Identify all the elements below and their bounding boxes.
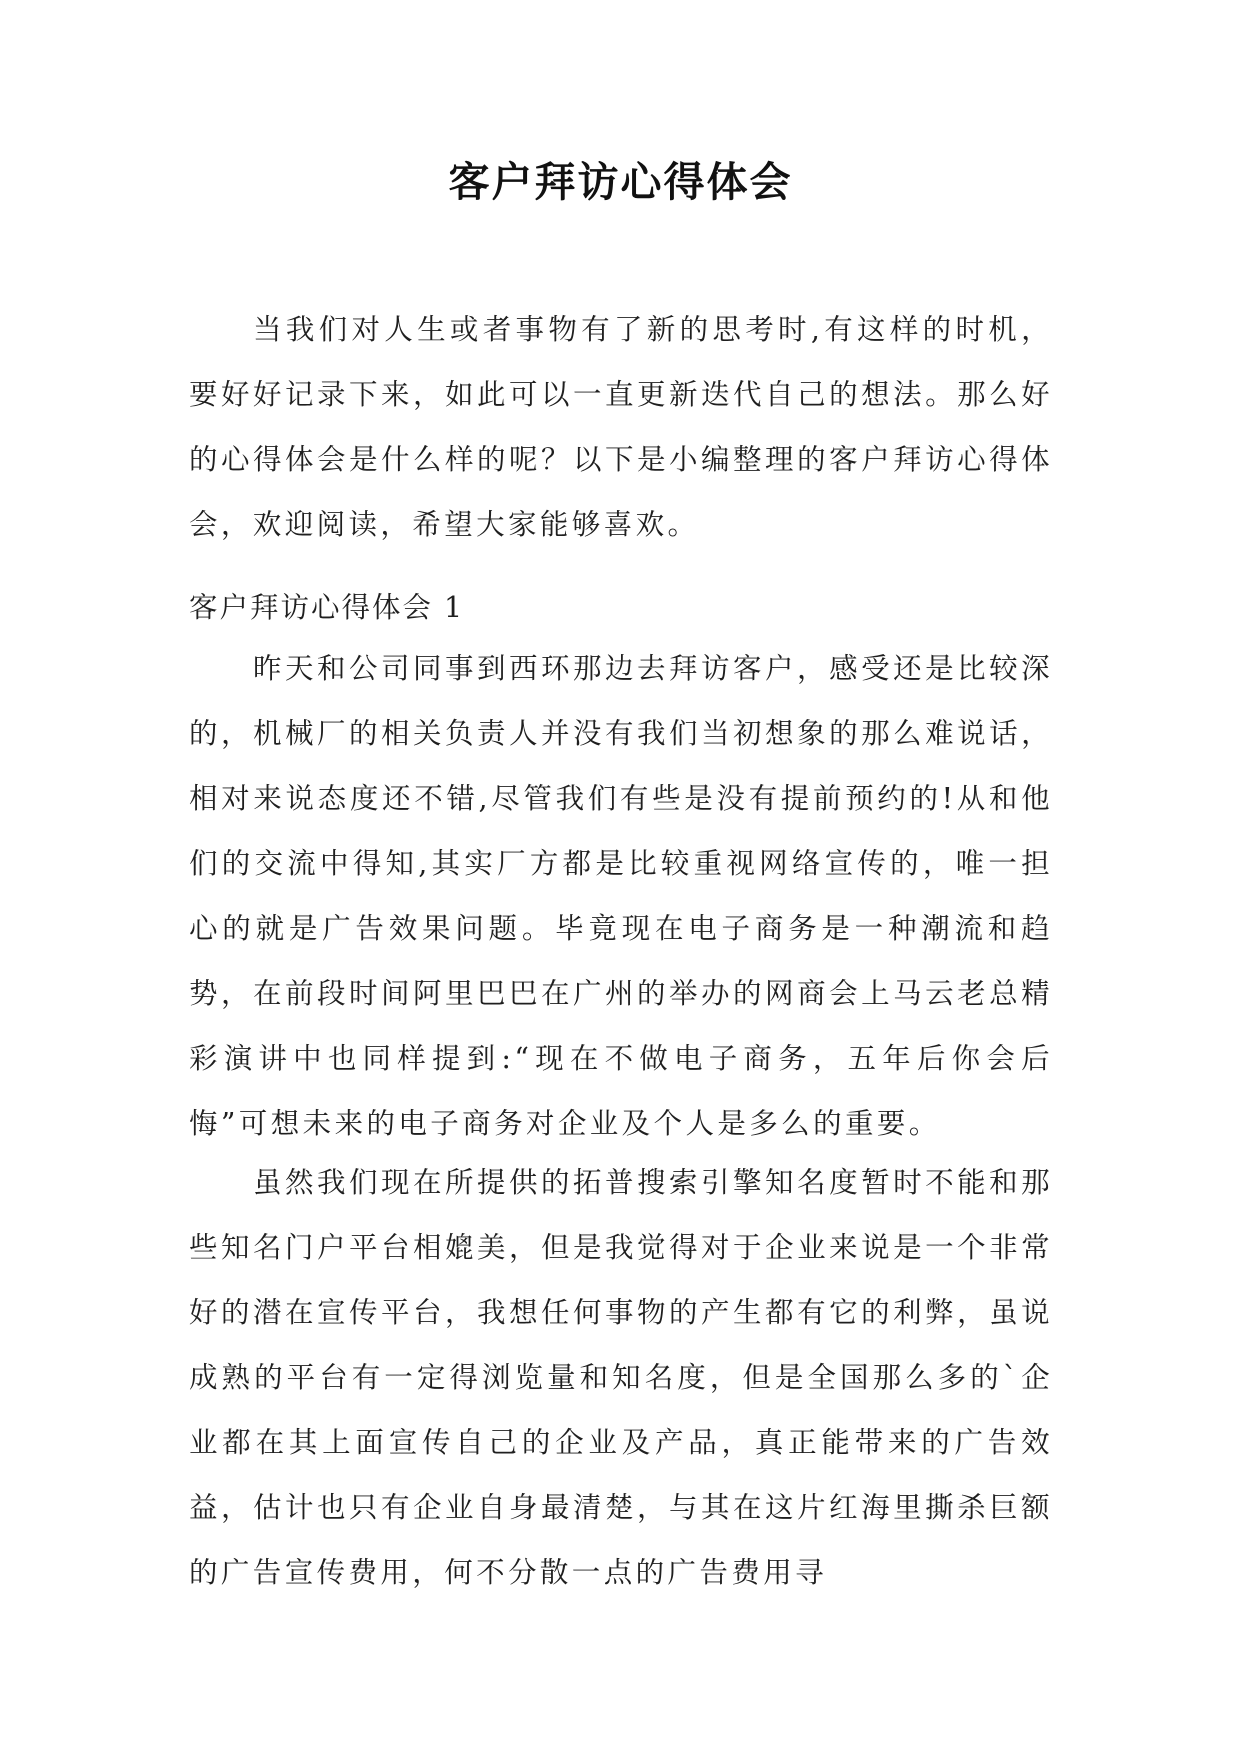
intro-paragraph: 当我们对人生或者事物有了新的思考时,有这样的时机，要好好记录下来，如此可以一直更新迭代自己的想法。那么好的心得体会是什么样的呢？以下是小编整理的客户拜访心得体会，欢迎阅读，希望大家能够喜欢。 (189, 313, 1053, 541)
body-paragraph: 昨天和公司同事到西环那边去拜访客户，感受还是比较深的，机械厂的相关负责人并没有我们当初想象的那么难说话，相对来说态度还不错,尽管我们有些是没有提前预约的!从和他们的交流中得知,其实厂方都是比较重视网络宣传的，唯一担心的就是广告效果问题。毕竟现在电子商务是一种潮流和趋势，在前段时间阿里巴巴在广州的举办的网商会上马云老总精彩演讲中也同样提到:“现在不做电子商务，五年后你会后悔”可想未来的电子商务对企业及个人是多么的重要。 (189, 652, 1053, 1140)
section-heading: 客户拜访心得体会 1 (189, 591, 465, 624)
document-title: 客户拜访心得体会 (448, 158, 793, 206)
body-paragraph: 虽然我们现在所提供的拓普搜索引擎知名度暂时不能和那些知名门户平台相媲美，但是我觉得对于企业来说是一个非常好的潜在宣传平台，我想任何事物的产生都有它的利弊，虽说成熟的平台有一定得浏览量和知名度，但是全国那么多的`企业都在其上面宣传自己的企业及产品，真正能带来的广告效益，估计也只有企业自身最清楚，与其在这片红海里撕杀巨额的广告宣传费用，何不分散一点的广告费用寻 (189, 1166, 1053, 1589)
